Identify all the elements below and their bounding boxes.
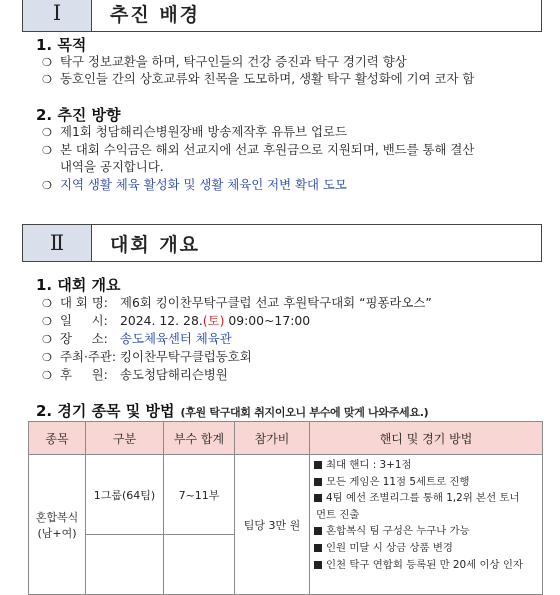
hollow-circle-icon: ❍ xyxy=(42,144,52,157)
table-row xyxy=(29,455,543,535)
hollow-circle-icon: ❍ xyxy=(42,179,52,192)
column-header: 참가비 xyxy=(235,422,310,455)
events-note: (후원 탁구대회 취지이오니 부수에 맞게 나와주세요.) xyxy=(180,406,429,419)
sum-cell: 7~11부 xyxy=(164,455,235,535)
events-heading: 2. 경기 종목 및 방법 (후원 탁구대회 취지이오니 부수에 맞게 나와주세요.) xyxy=(36,402,429,420)
direction-heading: 2. 추진 방향 xyxy=(36,106,121,124)
square-bullet-icon xyxy=(314,461,322,469)
overview-row-venue: ❍ 장 소: 송도체육센터 체육관 xyxy=(42,331,232,346)
square-bullet-icon xyxy=(314,544,322,552)
events-table xyxy=(28,421,543,595)
group-cell xyxy=(86,535,164,595)
square-bullet-icon xyxy=(314,478,322,486)
hollow-circle-icon: ❍ xyxy=(42,126,52,139)
hollow-circle-icon: ❍ xyxy=(42,369,52,382)
sum-cell xyxy=(164,535,235,595)
overview-row-sponsor: ❍ 후 원: 송도청담해리슨병원 xyxy=(42,367,228,382)
method-item: 인원 미달 시 상금 상품 변경 xyxy=(314,540,538,557)
square-bullet-icon xyxy=(314,561,322,569)
section-title: 추진 배경 xyxy=(110,3,201,26)
section-header-background xyxy=(22,0,542,32)
column-header: 구분 xyxy=(86,422,164,455)
method-item: 모든 게임은 11점 5세트로 진행 xyxy=(314,474,538,491)
square-bullet-icon xyxy=(314,494,322,502)
overview-heading: 1. 대회 개요 xyxy=(36,276,121,294)
direction-item: ❍ 지역 생활 체육 활성화 및 생활 체육인 저변 확대 도모 xyxy=(42,177,347,192)
hollow-circle-icon: ❍ xyxy=(42,333,52,346)
overview-row-date: ❍ 일 시: 2024. 12. 28.(토) 09:00~17:00 xyxy=(42,313,311,328)
hollow-circle-icon: ❍ xyxy=(42,73,52,86)
method-item: 인천 탁구 연합회 등록된 만 20세 이상 인자 xyxy=(314,557,538,574)
section-title: 대회 개요 xyxy=(110,233,201,256)
method-item-continuation: 먼트 진출 xyxy=(316,508,360,521)
direction-item: ❍ 본 대회 수익금은 해외 선교지에 선교 후원금으로 지원되며, 밴드를 통해 결산 xyxy=(42,142,475,157)
purpose-item: ❍ 탁구 정보교환을 하며, 탁구인들의 건강 증진과 탁구 경기력 향상 xyxy=(42,54,407,69)
column-header: 핸디 및 경기 방법 xyxy=(310,422,543,455)
event-cell: 혼합복식 (남+여) xyxy=(29,455,86,595)
section-header-background xyxy=(22,224,542,262)
section-number: Ⅰ xyxy=(23,0,92,31)
method-item: 최대 핸디 : 3+1점 xyxy=(314,457,538,474)
table-header-row xyxy=(29,422,543,455)
hollow-circle-icon: ❍ xyxy=(42,351,52,364)
overview-row-host: ❍ 주최·주관: 킹이찬무탁구클럽동호회 xyxy=(42,349,252,364)
hollow-circle-icon: ❍ xyxy=(42,56,52,69)
column-header: 종목 xyxy=(29,422,86,455)
hollow-circle-icon: ❍ xyxy=(42,315,52,328)
square-bullet-icon xyxy=(314,527,322,535)
section-number: Ⅱ xyxy=(23,225,92,261)
direction-item: ❍ 제1회 청담해리슨병원장배 방송제작후 유튜브 업로드 xyxy=(42,124,347,139)
method-item: 혼합복식 팀 구성은 누구나 가능 xyxy=(314,523,538,540)
column-header: 부수 합계 xyxy=(164,422,235,455)
overview-row-name: ❍ 대 회 명: 제6회 킹이찬무탁구클럽 선교 후원탁구대회 “핑퐁라오스” xyxy=(42,295,432,310)
group-cell: 1그룹(64팀) xyxy=(86,455,164,535)
fee-cell: 팀당 3만 원 xyxy=(235,455,310,595)
hollow-circle-icon: ❍ xyxy=(42,297,52,310)
purpose-item: ❍ 동호인들 간의 상호교류와 친목을 도모하며, 생활 탁구 활성화에 기여 코자 함 xyxy=(42,71,475,86)
method-cell xyxy=(310,455,543,595)
purpose-heading: 1. 목적 xyxy=(36,36,87,54)
method-item: 4팀 예선 조별리그를 통해 1,2위 본선 토너 xyxy=(314,490,538,507)
direction-item-continuation: 내역을 공지합니다. xyxy=(60,159,164,174)
